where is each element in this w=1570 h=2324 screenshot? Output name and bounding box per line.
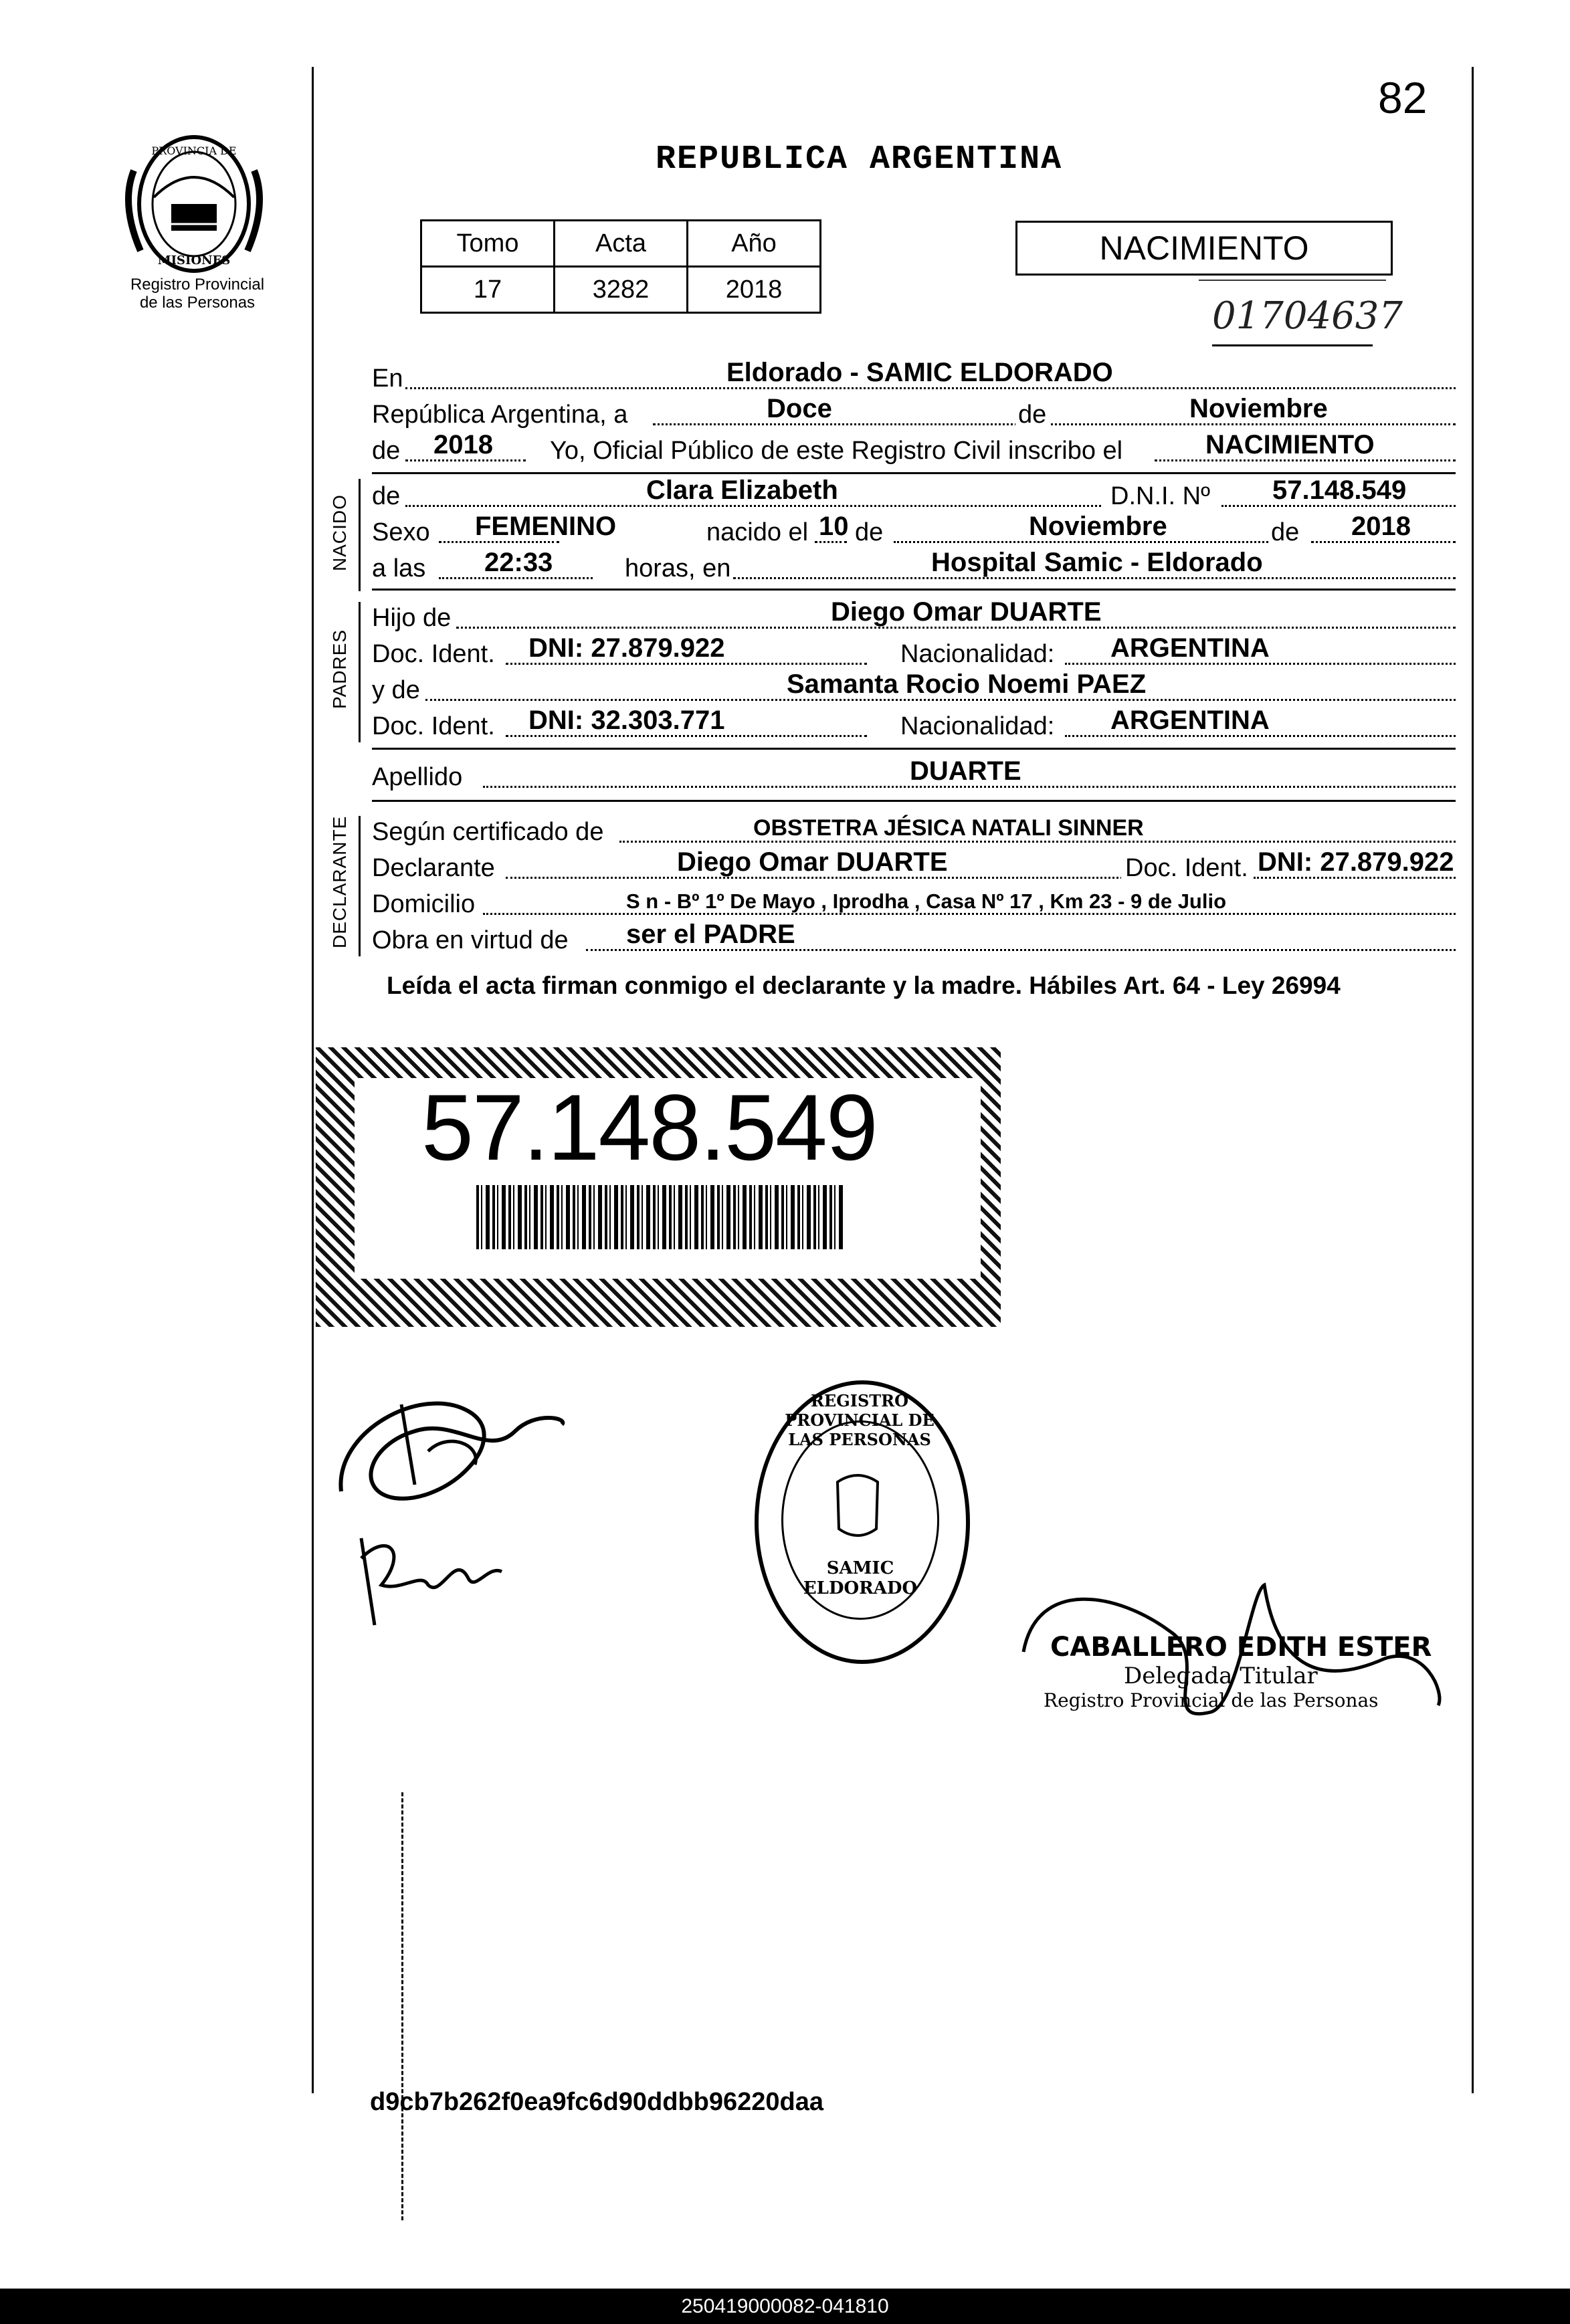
- section-bar: [359, 816, 361, 956]
- declarante-name: Diego Omar DUARTE: [677, 847, 948, 877]
- apellido-value: DUARTE: [910, 756, 1021, 786]
- birth-place-value: Hospital Samic - Eldorado: [931, 548, 1263, 577]
- row-father-doc: [372, 630, 1456, 671]
- label-de-birth: de: [855, 518, 884, 546]
- row-domicilio: [372, 880, 1456, 922]
- page-number: 82: [1378, 73, 1428, 122]
- label-en: En: [372, 364, 403, 393]
- label-nacido-el: nacido el: [706, 518, 809, 546]
- round-seal-inner-text: SAMIC ELDORADO: [803, 1558, 918, 1598]
- country-title: REPUBLICA ARGENTINA: [656, 140, 1063, 179]
- label-nacionalidad: Nacionalidad:: [900, 712, 1055, 740]
- father-nationality: ARGENTINA: [1110, 633, 1270, 663]
- organization-name: Registro Provincial de las Personas: [130, 276, 265, 312]
- official-name: CABALLERO EDITH ESTER: [1050, 1632, 1432, 1663]
- label-apellido: Apellido: [372, 763, 463, 791]
- row-date: [372, 391, 1456, 432]
- serial-top-rule: [1199, 280, 1386, 281]
- label-nacionalidad: Nacionalidad:: [900, 640, 1055, 668]
- footer-code: 250419000082-041810: [0, 2289, 1570, 2324]
- mother-nationality: ARGENTINA: [1110, 706, 1270, 735]
- label-de-year: de: [372, 437, 401, 465]
- right-margin-line: [1472, 67, 1474, 2093]
- barcode-number: 57.148.549: [421, 1075, 877, 1180]
- table-header: Acta: [555, 221, 688, 267]
- table-cell: 2018: [688, 267, 821, 313]
- mother-doc: DNI: 32.303.771: [528, 706, 725, 735]
- section-divider: [372, 748, 1456, 750]
- label-hijo-de: Hijo de: [372, 604, 452, 632]
- row-mother-doc: [372, 702, 1456, 744]
- row-sex-birth: [372, 508, 1456, 550]
- row-father: [372, 594, 1456, 635]
- father-doc: DNI: 27.879.922: [528, 633, 725, 663]
- row-officer: [372, 427, 1456, 468]
- label-a-las: a las: [372, 554, 426, 583]
- mother-name: Samanta Rocio Noemi PAEZ: [787, 669, 1147, 699]
- row-certificate: [372, 808, 1456, 849]
- section-bar: [359, 479, 361, 591]
- label-y-de: y de: [372, 676, 420, 704]
- table-cell: 17: [421, 267, 555, 313]
- section-label-nacido: NACIDO: [329, 494, 350, 571]
- table-cell: 3282: [555, 267, 688, 313]
- row-time-place: [372, 544, 1456, 586]
- label-republic: República Argentina, a: [372, 401, 628, 429]
- svg-text:MISIONES: MISIONES: [157, 253, 231, 268]
- provincia-de-misiones-seal-icon: [114, 124, 274, 284]
- birth-day-value: 10: [819, 512, 849, 541]
- label-declarante: Declarante: [372, 854, 495, 882]
- label-domicilio: Domicilio: [372, 890, 476, 918]
- section-label-padres: PADRES: [329, 629, 350, 709]
- birth-month-value: Noviembre: [1029, 512, 1167, 541]
- month-value: Noviembre: [1189, 394, 1328, 423]
- row-place: [372, 354, 1456, 396]
- svg-text:PROVINCIA DE: PROVINCIA DE: [151, 144, 237, 157]
- section-label-declarante: DECLARANTE: [329, 815, 350, 948]
- closing-note: Leída el acta firman conmigo el declarante y la madre. Hábiles Art. 64 - Ley 26994: [387, 972, 1341, 999]
- table-header: Año: [688, 221, 821, 267]
- obra-value: ser el PADRE: [626, 920, 795, 949]
- official-stamp: [1044, 1632, 1432, 1711]
- certificate-value: OBSTETRA JÉSICA NATALI SINNER: [753, 815, 1144, 841]
- officer-text: Yo, Oficial Público de este Registro Civil inscribo el: [550, 437, 1123, 465]
- label-obra: Obra en virtud de: [372, 926, 569, 954]
- signature-madre: [348, 1511, 522, 1639]
- label-doc-ident: Doc. Ident.: [1121, 854, 1248, 883]
- birth-time-value: 22:33: [484, 548, 553, 577]
- section-bar: [359, 602, 361, 742]
- table-header: Tomo: [421, 221, 555, 267]
- event-value: NACIMIENTO: [1205, 430, 1375, 459]
- address-value: S n - Bº 1º De Mayo , Iprodha , Casa Nº 17 , Km 23 - 9 de Julio: [626, 889, 1227, 913]
- label-de-name: de: [372, 482, 401, 510]
- row-declarante: [372, 844, 1456, 885]
- birth-year-value: 2018: [1351, 512, 1411, 541]
- label-horas: horas, en: [625, 554, 731, 583]
- declarante-doc: DNI: 27.879.922: [1258, 847, 1454, 877]
- label-segun-certificado: Según certificado de: [372, 818, 604, 846]
- document-hash: d9cb7b262f0ea9fc6d90ddbb96220daa: [370, 2088, 824, 2116]
- year-value: 2018: [433, 430, 493, 459]
- row-apellido: [372, 753, 1456, 795]
- row-obra: [372, 916, 1456, 958]
- row-name: [372, 472, 1456, 514]
- child-name: Clara Elizabeth: [646, 476, 838, 505]
- label-dni: D.N.I. Nº: [1110, 482, 1210, 510]
- place-value: Eldorado - SAMIC ELDORADO: [726, 358, 1113, 387]
- section-divider: [372, 800, 1456, 802]
- child-dni: 57.148.549: [1272, 476, 1407, 505]
- row-mother: [372, 666, 1456, 708]
- record-type-box: NACIMIENTO: [1015, 221, 1393, 276]
- barcode-icon: [476, 1185, 843, 1249]
- seal-emblem-icon: [824, 1469, 891, 1542]
- left-dashed-line: [401, 1792, 403, 2220]
- label-doc-ident: Doc. Ident.: [372, 712, 495, 740]
- section-divider: [372, 589, 1456, 591]
- sexo-value: FEMENINO: [475, 512, 617, 541]
- official-office: Registro Provincial de las Personas: [1044, 1689, 1379, 1711]
- official-role: Delegada Titular: [1124, 1663, 1318, 1689]
- left-margin-line: [312, 67, 314, 2093]
- round-seal-outer-text: REGISTRO PROVINCIAL DE LAS PERSONAS: [785, 1391, 935, 1449]
- label-doc-ident: Doc. Ident.: [372, 640, 495, 668]
- record-table: [420, 219, 821, 314]
- serial-number: 01704637: [1212, 294, 1403, 338]
- day-value: Doce: [767, 394, 832, 423]
- label-de-year2: de: [1271, 518, 1300, 546]
- serial-underline: [1212, 344, 1373, 346]
- label-de: de: [1015, 401, 1049, 429]
- label-sexo: Sexo: [372, 518, 430, 546]
- father-name: Diego Omar DUARTE: [831, 597, 1102, 627]
